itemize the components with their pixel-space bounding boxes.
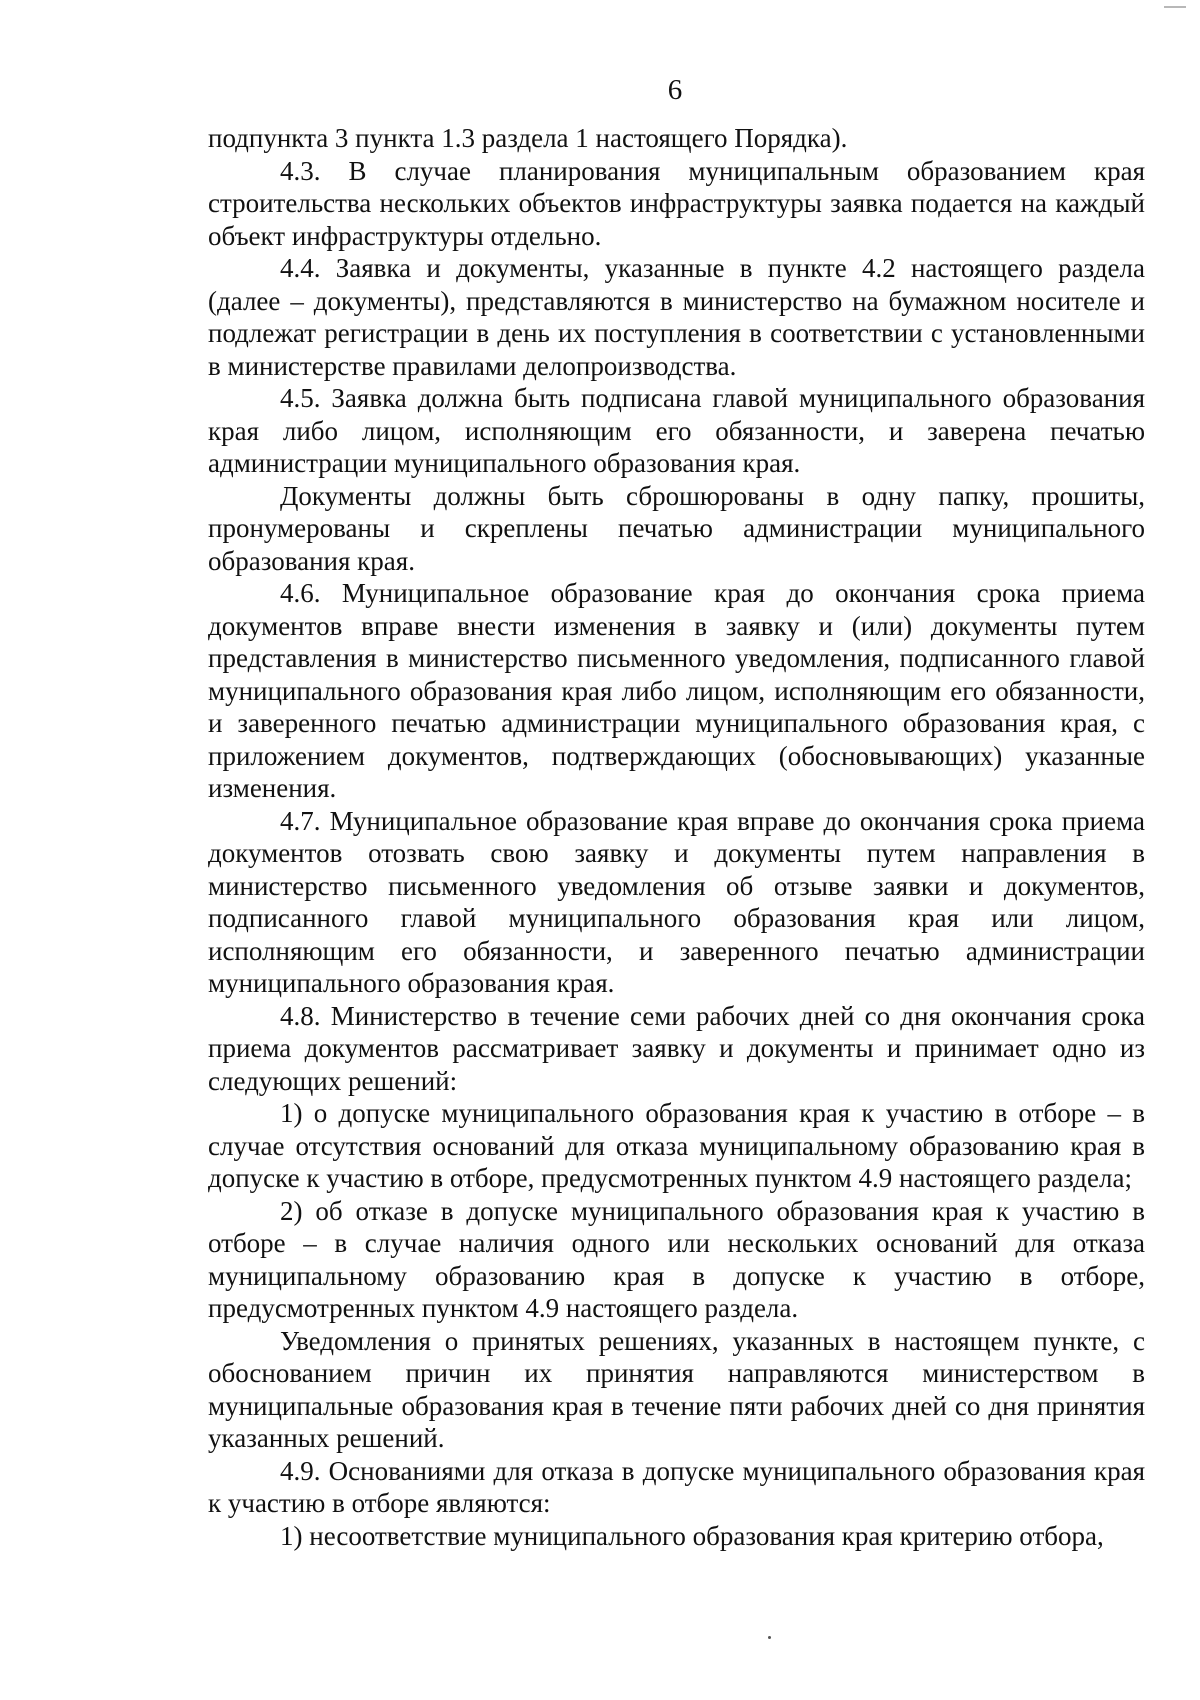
paragraph-notifications: Уведомления о принятых решениях, указанных в настоящем пункте, с обоснованием причин их принятия направляются министерством в муниципальные образования края в течение пяти рабочих дней со дня принятия указанных решений. (208, 1325, 1145, 1453)
paragraph-4-9: 4.9. Основаниями для отказа в допуске муниципального образования края к участию в отборе являются: (208, 1455, 1145, 1518)
paragraph-continuation: подпункта 3 пункта 1.3 раздела 1 настоящего Порядка). (208, 123, 848, 153)
paragraph-documents-binding: Документы должны быть сброшюрованы в одну папку, прошиты, пронумерованы и скреплены печатью администрации муниципального образования края. (208, 480, 1145, 576)
scan-artifact-mark (1164, 6, 1186, 8)
list-item-admission: 1) о допуске муниципального образования края к участию в отборе – в случае отсутствия оснований для отказа муниципальному образованию края в допуске к участию в отборе, предусмотренных пунктом 4.9 настоящего раздела; (208, 1098, 1145, 1193)
scan-artifact-dot (768, 1636, 771, 1639)
paragraph-4-5: 4.5. Заявка должна быть подписана главой муниципального образования края либо лицом, исполняющим его обязанности, и заверена печатью администрации муниципального образования края. (208, 383, 1145, 478)
page-number: 6 (667, 74, 683, 106)
paragraph-4-3: 4.3. В случае планирования муниципальным образованием края строительства нескольких объектов инфраструктуры заявка подается на каждый объект инфраструктуры отдельно. (208, 155, 1145, 251)
paragraph-4-8: 4.8. Министерство в течение семи рабочих дней со дня окончания срока приема документов рассматривает заявку и документы и принимает одно из следующих решений: (208, 1000, 1145, 1096)
document-body (208, 122, 1145, 1552)
list-item-criteria-mismatch: 1) несоответствие муниципального образования края критерию отбора, (280, 1520, 1104, 1551)
paragraph-4-7: 4.7. Муниципальное образование края вправе до окончания срока приема документов отозвать свою заявку и документы путем направления в министерство письменного уведомления об отзыве заявки и документов, подписанного главой муниципального образования края или лицом, исполняющим его обязанности, и заверенного печатью администрации муниципального образования края. (208, 805, 1145, 998)
list-item-refusal: 2) об отказе в допуске муниципального образования края к участию в отборе – в случае наличия одного или нескольких оснований для отказа муниципальному образованию края в допуске к участию в отборе, предусмотренных пунктом 4.9 настоящего раздела. (208, 1195, 1145, 1323)
paragraph-4-4: 4.4. Заявка и документы, указанные в пункте 4.2 настоящего раздела (далее – документы), представляются в министерство на бумажном носителе и подлежат регистрации в день их поступления в соответствии с установленными в министерстве правилами делопроизводства. (208, 253, 1145, 381)
paragraph-4-6: 4.6. Муниципальное образование края до окончания срока приема документов вправе внести изменения в заявку и (или) документы путем представления в министерство письменного уведомления, подписанного главой муниципального образования края либо лицом, исполняющим его обязанности, и заверенного печатью администрации муниципального образования края, с приложением документов, подтверждающих (обосновывающих) указанные изменения. (208, 578, 1145, 803)
